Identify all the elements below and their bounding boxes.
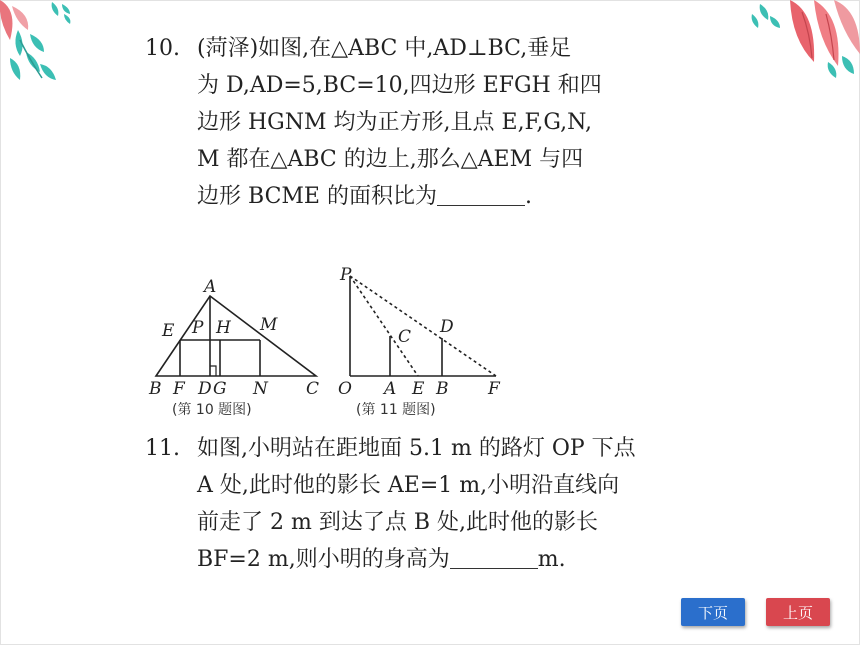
fig11-label-P: P <box>340 265 352 285</box>
fig10-label-A: A <box>204 277 217 297</box>
figure-10-diagram <box>156 296 316 376</box>
fig10-label-C: C <box>306 379 320 399</box>
problem-11 <box>145 430 636 578</box>
answer-blank-10[interactable] <box>437 183 525 206</box>
fig10-label-P: P <box>192 318 204 338</box>
problem-10-end: . <box>524 184 532 209</box>
fig11-label-E: E <box>412 379 425 399</box>
fig11-label-O: O <box>338 379 352 399</box>
fig10-label-M: M <box>260 315 278 335</box>
figure-11-caption: (第 11 题图) <box>356 402 436 418</box>
figure-11-diagram <box>350 276 496 376</box>
problem-10-number: 10. <box>145 36 180 61</box>
problem-10-line-4: M 都在△ABC 的边上,那么△AEM 与四 <box>197 147 584 172</box>
fig11-label-F: F <box>488 379 500 399</box>
answer-blank-11[interactable] <box>450 546 538 569</box>
problem-10-line-2: 为 D,AD=5,BC=10,四边形 EFGH 和四 <box>197 73 602 98</box>
fig10-label-G: G <box>213 379 227 399</box>
problem-10-line-3: 边形 HGNM 均为正方形,且点 E,F,G,N, <box>197 110 593 135</box>
fig10-label-E: E <box>162 321 175 341</box>
problem-10 <box>145 30 602 215</box>
fig11-label-D: D <box>440 317 454 337</box>
fig11-label-A: A <box>384 379 397 399</box>
figure-10-labels <box>148 277 319 399</box>
fig10-label-N: N <box>253 379 268 399</box>
next-page-button[interactable]: 下页 <box>681 598 745 626</box>
figure-10-caption: (第 10 题图) <box>172 402 252 418</box>
problem-11-line-1: 如图,小明站在距地面 5.1 m 的路灯 OP 下点 <box>197 436 636 461</box>
problem-11-line-4: BF=2 m,则小明的身高为 <box>197 547 450 572</box>
problem-11-line-2: A 处,此时他的影长 AE=1 m,小明沿直线向 <box>197 473 620 498</box>
fig10-label-B: B <box>149 379 162 399</box>
fig10-label-H: H <box>216 318 231 338</box>
problem-11-number: 11. <box>145 436 180 461</box>
floral-decoration-left <box>0 0 90 90</box>
problem-10-line-5: 边形 BCME 的面积比为 <box>197 184 437 209</box>
problem-10-line-1: (菏泽)如图,在△ABC 中,AD⊥BC,垂足 <box>197 36 572 61</box>
problem-11-end: m. <box>537 547 566 572</box>
figure-11-labels <box>338 265 501 399</box>
fig11-label-B: B <box>436 379 449 399</box>
figures <box>140 262 520 402</box>
problem-11-line-3: 前走了 2 m 到达了点 B 处,此时他的影长 <box>197 510 598 535</box>
previous-page-button[interactable]: 上页 <box>766 598 830 626</box>
fig10-label-F: F <box>173 379 185 399</box>
fig10-label-D: D <box>198 379 212 399</box>
floral-decoration-right <box>730 0 860 80</box>
fig11-label-C: C <box>398 327 412 347</box>
